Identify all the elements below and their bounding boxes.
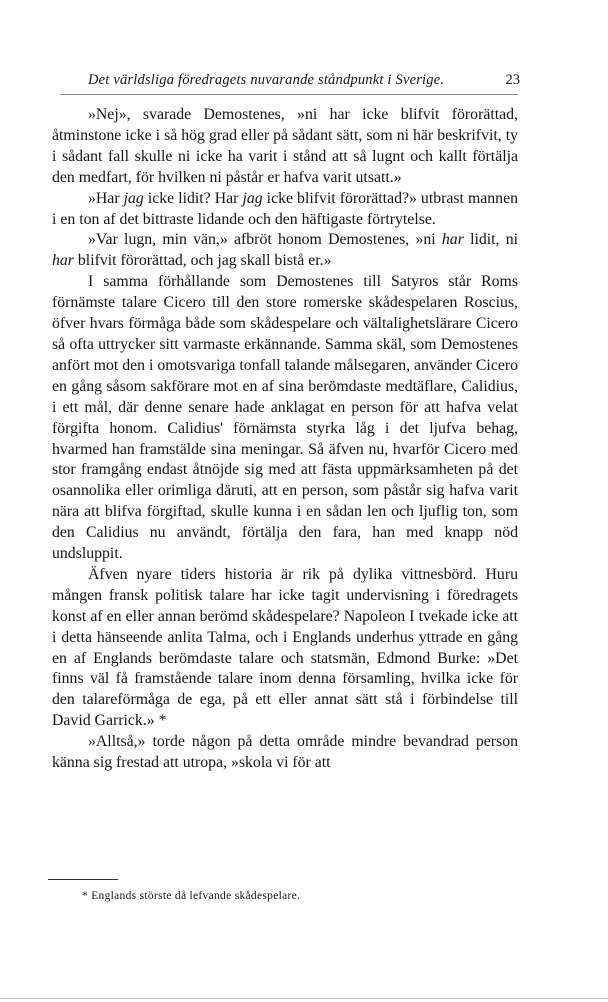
text-run: »Var lugn, min vän,» afbröt honom Demostenes, »ni (88, 231, 442, 249)
header-rule (60, 94, 518, 95)
page-edge-line (0, 998, 608, 999)
paragraph-6: »Alltså,» torde någon på detta område mindre bevandrad person känna sig frestad att utropa, »skola vi för att (52, 733, 518, 772)
paragraph-3 (52, 230, 518, 272)
body-text (52, 105, 518, 774)
paragraph-4: I samma förhållande som Demostenes till Satyros står Roms förnämste talare Cicero till den store romerske skådespelaren Roscius, öfver hvars förmåga både som skådespelare och vältalighetslärare Cicero så ofta uttrycker sitt varmaste erkännande. Samma skäl, som Demostenes anfört mot den i omotsvariga tonfall talande målsegaren, använder Cicero en gång såsom sakförare mot en af sina berömdaste medtäflare, Calidius, i ett mål, där denne senare hade anklagat en person för att hafva velat förgifta honom. Calidius' förnämsta styrka låg i det ljufva behag, hvarmed han framstälde sina meningar. Så äfven nu, hvarför Cicero med stor framgång endast åtnöjde sig med att fästa uppmärksamheten på det osannolika eller orimliga däruti, att en person, som påstår sig hafva varit nära att blifva förgiftad, skulle kunna i en sådan len och ljuflig ton, som den Calidius nu användt, förtälja den fara, han med knapp nöd undsluppit. (52, 273, 518, 563)
italic-word: har (52, 252, 74, 270)
footnote-rule (48, 879, 118, 880)
paragraph-2 (52, 189, 518, 231)
paragraph-1: »Nej», svarade Demostenes, »ni har icke blifvit förorättad, åtminstone icke i så hög grad eller på sådant sätt, som ni här beskrifvit, ty i sådant fall skulle ni icke ha varit i stånd att så lugnt och kallt förtälja den medfart, för hvilken ni påstår er hafva varit utsatt.» (52, 106, 518, 186)
page-number: 23 (505, 72, 520, 88)
text-run: icke blifvit förorättad?» utbrast mannen i en ton af det bittraste lidande och den häftigaste förtrytelse. (52, 189, 518, 228)
italic-word: jag (242, 189, 263, 207)
text-run: lidit, ni (463, 231, 518, 249)
page-header (60, 72, 520, 94)
text-run: »Har (88, 189, 124, 207)
italic-word: jag (123, 189, 144, 207)
text-run: icke lidit? Har (143, 189, 243, 207)
text-run: blifvit förorättad, och jag skall bistå er.» (73, 252, 332, 270)
footnote: * Englands störste då lefvande skådespelare. (82, 890, 301, 902)
italic-word: har (441, 231, 464, 249)
running-title: Det världsliga föredragets nuvarande ståndpunkt i Sverige. (88, 72, 445, 88)
paragraph-5: Äfven nyare tiders historia är rik på dylika vittnesbörd. Huru mången fransk politisk talare har icke tagit undervisning i föredragets konst af en eller annan berömd skådespelare? Napoleon I tvekade icke att i detta hänseende anlita Talma, och i Englands underhus yttrade en gång en af Englands berömdaste talare och statsmän, Edmond Burke: »Det finns väl få framstående talare inom denna församling, hvilka icke för den talareförmåga de ega, på ett eller annat sätt stå i förbindelse till David Garrick.» * (52, 565, 518, 730)
